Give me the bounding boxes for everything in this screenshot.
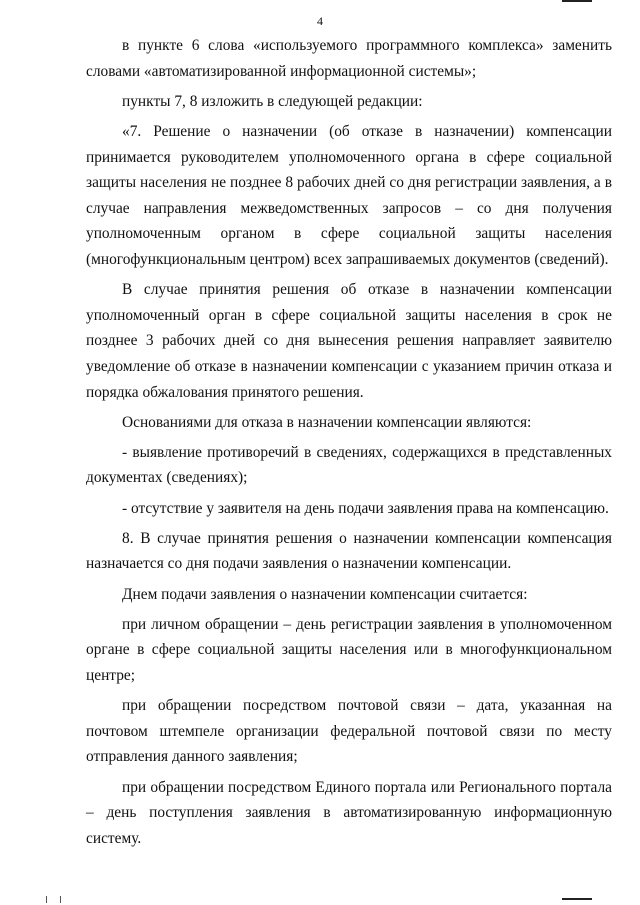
scan-artifact-top: [562, 0, 592, 2]
document-body: [86, 33, 612, 856]
paragraph: 8. В случае принятия решения о назначении компенсации компенсация назначается со дня подачи заявления о назначении компенсации.: [86, 529, 612, 573]
scan-artifact-tick: [46, 896, 47, 903]
paragraph: - отсутствие у заявителя на день подачи заявления права на компенсацию.: [122, 499, 609, 517]
page-number: 4: [317, 14, 323, 28]
paragraph: Днем подачи заявления о назначении компенсации считается:: [122, 585, 528, 603]
scan-artifact-tick: [60, 896, 61, 903]
scan-artifact-bottom: [562, 898, 592, 900]
paragraph: при обращении посредством почтовой связи – дата, указанная на почтовом штемпеле организации федеральной почтовой связи по месту отправления данного заявления;: [86, 697, 612, 766]
paragraph: Основаниями для отказа в назначении компенсации являются:: [122, 413, 532, 431]
paragraph: при обращении посредством Единого портала или Регионального портала – день поступления заявления в автоматизированную информационную систему.: [86, 778, 612, 847]
paragraph: при личном обращении – день регистрации заявления в уполномоченном органе в сфере социальной защиты населения или в многофункциональном центре;: [86, 615, 612, 684]
paragraph: В случае принятия решения об отказе в назначении компенсации уполномоченный орган в сфере социальной защиты населения в срок не позднее 3 рабочих дней со дня вынесения решения направляет заявителю уведомление об отказе в назначении компенсации с указанием причин отказа и порядка обжалования принятого решения.: [86, 281, 612, 401]
paragraph: - выявление противоречий в сведениях, содержащихся в представленных документах (сведениях);: [86, 443, 612, 487]
paragraph: «7. Решение о назначении (об отказе в назначении) компенсации принимается руководителем уполномоченного органа в сфере социальной защиты населения не позднее 8 рабочих дней со дня регистрации заявления, а в случае направления межведомственных запросов – со дня получения уполномоченным органом в сфере социальной защиты населения (многофункциональным центром) всех запрашиваемых документов (сведений).: [86, 122, 612, 268]
paragraph: пункты 7, 8 изложить в следующей редакции:: [122, 92, 423, 110]
paragraph: в пункте 6 слова «используемого программного комплекса» заменить словами «автоматизированной информационной системы»;: [86, 37, 612, 80]
